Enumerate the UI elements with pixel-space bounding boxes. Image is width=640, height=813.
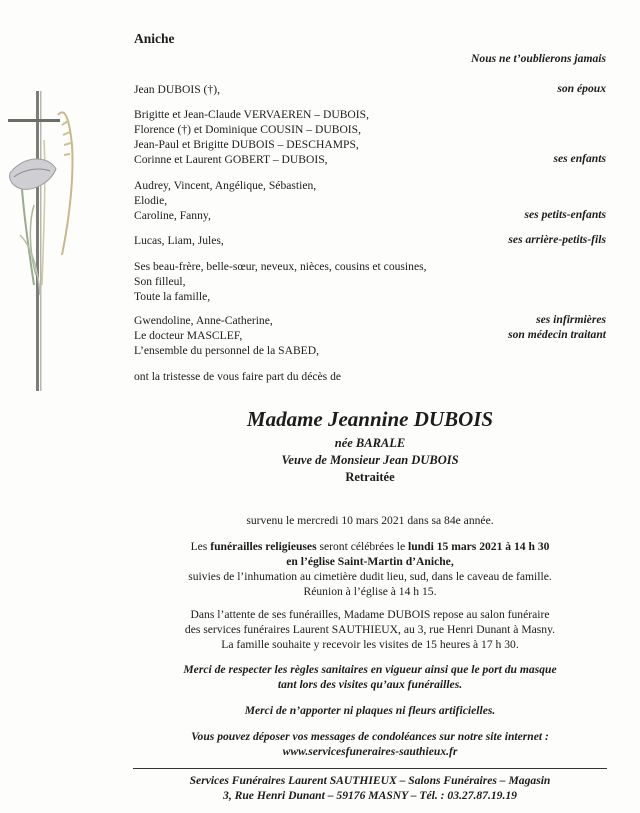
family-line: Jean-Paul et Brigitte DUBOIS – DESCHAMPS,: [134, 138, 359, 151]
death-date: survenu le mercredi 10 mars 2021 dans sa 84e année.: [246, 514, 494, 527]
occupation: Retraitée: [345, 470, 395, 484]
funeral-mid: seront célébrées le: [316, 540, 409, 553]
town-name: Aniche: [134, 31, 175, 46]
family-line: Elodie,: [134, 194, 168, 207]
announcement-text: ont la tristesse de vous faire part du décès de: [134, 370, 342, 383]
visit-line: La famille souhaite y recevoir les visites de 15 heures à 17 h 30.: [221, 638, 519, 651]
family-line: Gwendoline, Anne-Catherine,: [134, 314, 273, 327]
website-link[interactable]: www.servicesfuneraires-sauthieux.fr: [282, 745, 458, 758]
family-line: Caroline, Fanny,: [134, 209, 211, 222]
family-line: Ses beau-frère, belle-sœur, neveux, nièces, cousins et cousines,: [134, 260, 427, 273]
visit-line: des services funéraires Laurent SAUTHIEUX, au 3, rue Henri Dunant à Masny.: [184, 623, 556, 636]
family-role: son époux: [557, 82, 606, 95]
sanitary-note: Merci de respecter les règles sanitaires en vigueur ainsi que le port du masque: [183, 663, 557, 676]
family-line: Son filleul,: [134, 275, 186, 288]
family-role: ses arrière-petits-fils: [508, 233, 606, 246]
funeral-line: [50, 539, 640, 554]
visit-line: Dans l’attente de ses funérailles, Madame DUBOIS repose au salon funéraire: [190, 608, 550, 621]
funeral-meeting: Réunion à l’église à 14 h 15.: [303, 585, 437, 598]
funeral-type: funérailles religieuses: [210, 540, 317, 553]
footer-address: 3, Rue Henri Dunant – 59176 MASNY – Tél. : 03.27.87.19.19: [223, 789, 517, 802]
family-line: Lucas, Liam, Jules,: [134, 234, 224, 247]
family-role: ses petits-enfants: [524, 208, 606, 221]
flowers-note: Merci de n’apporter ni plaques ni fleurs artificielles.: [244, 704, 496, 717]
family-line: Brigitte et Jean-Claude VERVAEREN – DUBOIS,: [134, 108, 370, 121]
maiden-name: née BARALE: [334, 436, 406, 450]
funeral-pre: Les: [190, 540, 211, 553]
family-line: Corinne et Laurent GOBERT – DUBOIS,: [134, 153, 328, 166]
footer-company: Services Funéraires Laurent SAUTHIEUX – Salons Funéraires – Magasin: [189, 774, 551, 787]
widow-of: Veuve de Monsieur Jean DUBOIS: [281, 453, 459, 467]
family-line: Le docteur MASCLEF,: [134, 329, 243, 342]
family-line: Jean DUBOIS (†),: [134, 83, 220, 96]
footer-divider: [133, 768, 607, 769]
deceased-name: Madame Jeannine DUBOIS: [246, 407, 494, 431]
family-line: Audrey, Vincent, Angélique, Sébastien,: [134, 179, 317, 192]
funeral-date: lundi 15 mars 2021 à 14 h 30: [408, 540, 550, 553]
family-line: Florence (†) et Dominique COUSIN – DUBOIS,: [134, 123, 362, 136]
family-line: L’ensemble du personnel de la SABED,: [134, 344, 320, 357]
family-role: ses enfants: [553, 152, 606, 165]
sanitary-note: tant lors des visites qu’aux funérailles.: [277, 678, 463, 691]
family-role: son médecin traitant: [508, 328, 606, 341]
motto: Nous ne t’oublierons jamais: [471, 52, 606, 65]
cross-lily-illustration: [0, 85, 90, 405]
family-line: Toute la famille,: [134, 290, 211, 303]
condolence-note: Vous pouvez déposer vos messages de condoléances sur notre site internet :: [191, 730, 549, 743]
family-role: ses infirmières: [536, 313, 606, 326]
funeral-burial: suivies de l’inhumation au cimetière dudit lieu, sud, dans le caveau de famille.: [188, 570, 552, 583]
funeral-church: en l’église Saint-Martin d’Aniche,: [286, 555, 454, 568]
